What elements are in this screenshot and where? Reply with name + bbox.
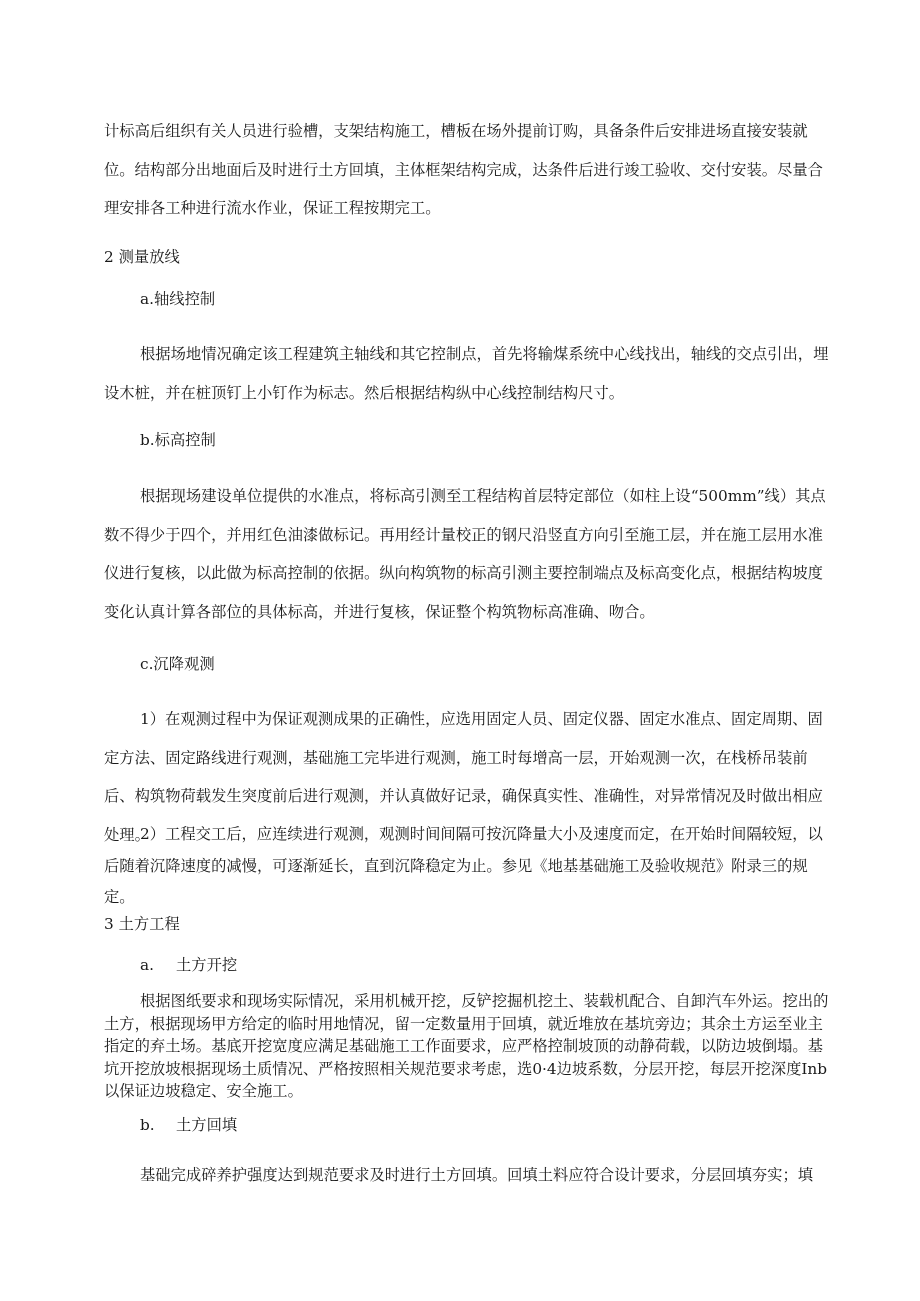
subsection-2c-heading: c.沉降观测 bbox=[140, 655, 215, 673]
section-3-heading: 3 土方工程 bbox=[104, 915, 180, 933]
intro-paragraph: 计标高后组织有关人员进行验槽，支架结构施工，槽板在场外提前订购，具备条件后安排进场直接安装就位。结构部分出地面后及时进行土方回填，主体框架结构完成，达条件后进行竣工验收、交付安装。尽量合理安排各工种进行流水作业，保证工程按期完工。 bbox=[104, 122, 823, 217]
section-2-heading: 2 测量放线 bbox=[104, 248, 180, 266]
backfill-paragraph: 基础完成碎养护强度达到规范要求及时进行土方回填。回填土料应符合设计要求，分层回填夯实；填 bbox=[140, 1166, 814, 1184]
excavation-paragraph: 根据图纸要求和现场实际情况，采用机械开挖，反铲挖掘机挖土、装载机配合、自卸汽车外运。挖出的土方，根据现场甲方给定的临时用地情况，留一定数量用于回填，就近堆放在基坑旁边；其余土方运至业主指定的弃土场。基底开挖宽度应满足基础施工工作面要求，应严格控制坡顶的动静荷载，以防边坡倒塌。基坑开挖放坡根据现场土质情况、严格按照相关规范要求考虑，选0·4边坡系数，分层开挖，每层开挖深度Inb以保证边坡稳定、安全施工。 bbox=[104, 992, 829, 1100]
axis-control-paragraph: 根据场地情况确定该工程建筑主轴线和其它控制点，首先将输煤系统中心线找出，轴线的交点引出，埋设木桩，并在桩顶钉上小钉作为标志。然后根据结构纵中心线控制结构尺寸。 bbox=[104, 345, 829, 402]
subsection-2a-heading: a.轴线控制 bbox=[140, 290, 216, 308]
subsection-3a-marker: a. bbox=[140, 956, 154, 974]
settlement-item-1: 1）在观测过程中为保证观测成果的正确性，应选用固定人员、固定仪器、固定水准点、固定周期、固定方法、固定路线进行观测，基础施工完毕进行观测，施工时每增高一层，开始观测一次，在栈桥吊装前后、构筑物荷载发生突度前后进行观测，并认真做好记录，确保真实性、准确性，对异常情况及时做出相应处理。 bbox=[104, 710, 823, 844]
subsection-3a-title: 土方开挖 bbox=[176, 956, 238, 974]
elevation-control-paragraph: 根据现场建设单位提供的水准点，将标高引测至工程结构首层特定部位（如柱上设“500mm”线）其点数不得少于四个，并用红色油漆做标记。再用经计量校正的钢尺沿竖直方向引至施工层，并在施工层用水准仪进行复核，以此做为标高控制的依据。纵向构筑物的标高引测主要控制端点及标高变化点，根据结构坡度变化认真计算各部位的具体标高，并进行复核，保证整个构筑物标高准确、吻合。 bbox=[104, 487, 826, 621]
settlement-item-2: 2）工程交工后，应连续进行观测，观测时间间隔可按沉降量大小及速度而定，在开始时间隔较短，以后随着沉降速度的减慢，可逐渐延长，直到沉降稳定为止。参见《地基基础施工及验收规范》附录三的规定。 bbox=[104, 825, 823, 906]
subsection-3b-heading bbox=[140, 1114, 840, 1136]
subsection-3b-marker: b. bbox=[140, 1116, 155, 1134]
subsection-3b-title: 土方回填 bbox=[176, 1116, 238, 1134]
subsection-3a-heading bbox=[140, 954, 840, 976]
subsection-2b-heading: b.标高控制 bbox=[140, 431, 216, 449]
